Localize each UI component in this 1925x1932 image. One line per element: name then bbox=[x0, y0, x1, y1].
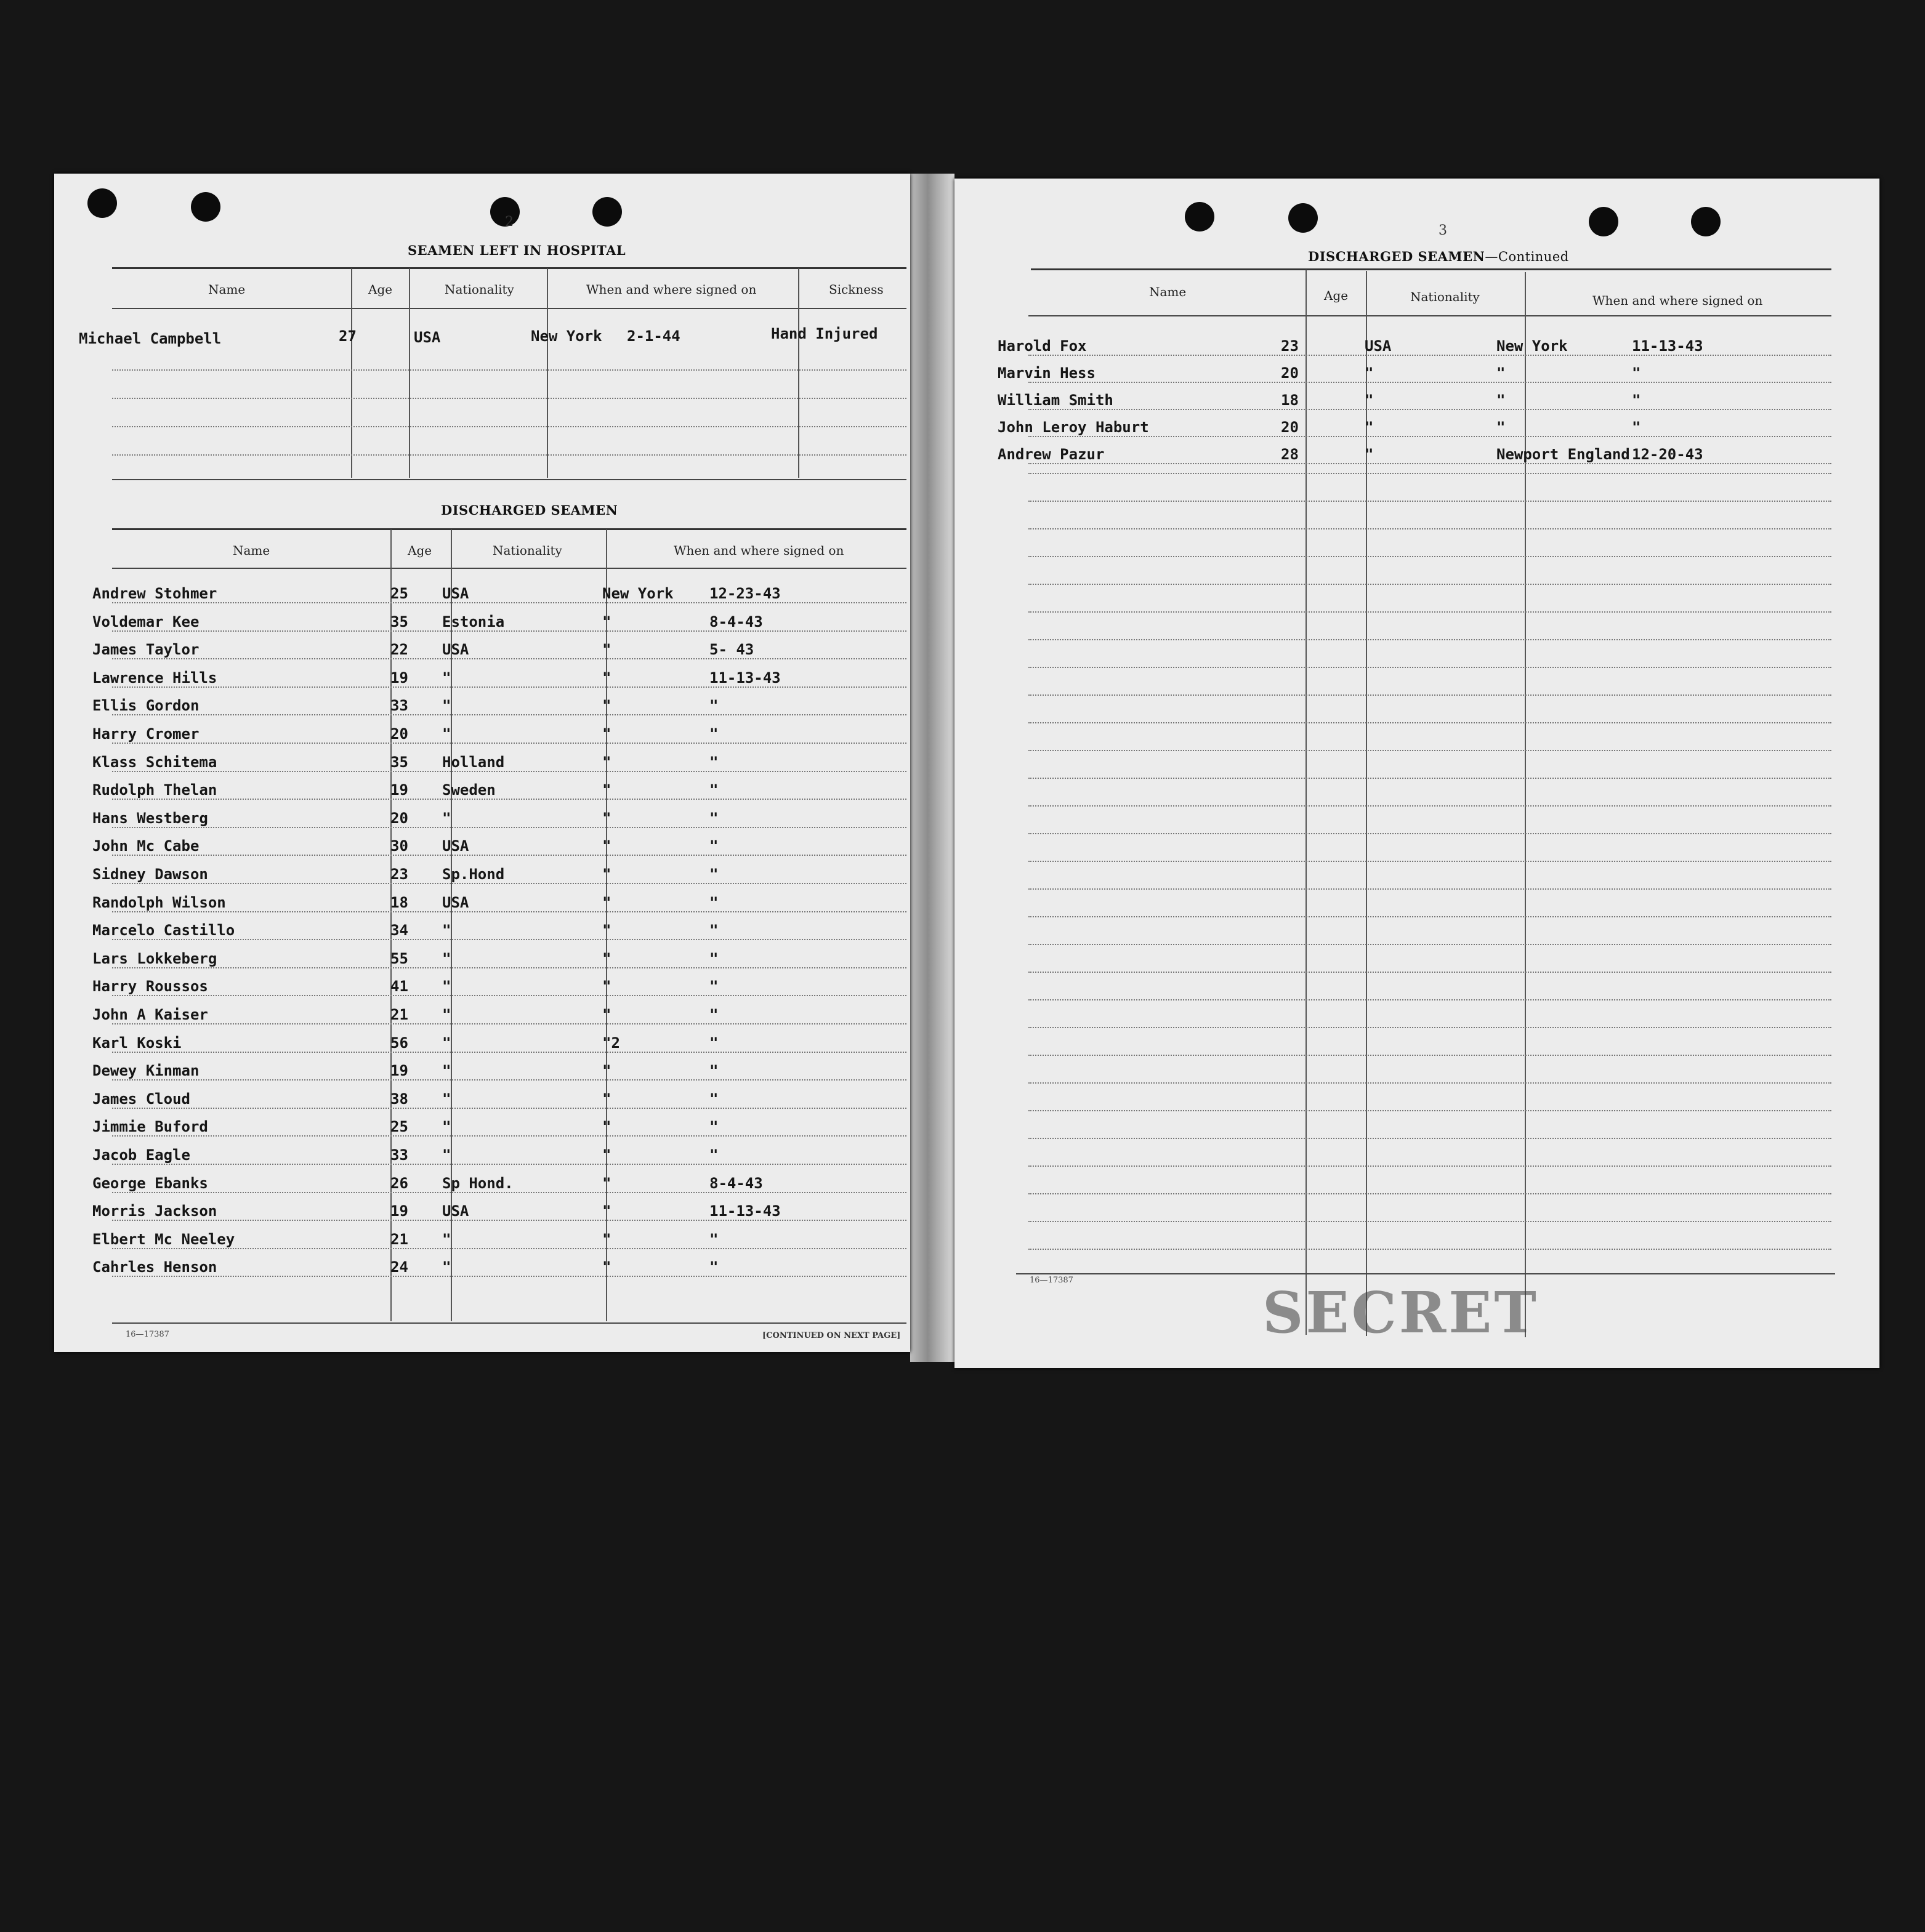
cell-age: 28 bbox=[1281, 446, 1299, 463]
cell-date: " bbox=[709, 753, 719, 771]
cell-name: Harold Fox bbox=[998, 337, 1087, 355]
cell-place: " bbox=[602, 978, 611, 996]
cell-name: Jimmie Buford bbox=[92, 1118, 208, 1136]
cell-name: Lars Lokkeberg bbox=[92, 949, 217, 967]
discharged-section-title: DISCHARGED SEAMEN bbox=[441, 502, 618, 518]
cell-date: " bbox=[709, 837, 719, 855]
cell-age: 24 bbox=[390, 1258, 408, 1276]
cell-nationality: Sp.Hond bbox=[442, 866, 505, 883]
cell-date: " bbox=[709, 1118, 719, 1136]
cell-place: Newport England bbox=[1496, 446, 1630, 463]
hospital-name: Michael Campbell bbox=[79, 330, 222, 347]
cell-place: " bbox=[602, 613, 611, 630]
dotted-row-line bbox=[1028, 778, 1831, 779]
dotted-row-line bbox=[1028, 667, 1831, 668]
cell-nationality: " bbox=[442, 949, 451, 967]
cell-age: 18 bbox=[1281, 392, 1299, 409]
dotted-row-line bbox=[1028, 944, 1831, 945]
cell-age: 20 bbox=[390, 725, 408, 743]
cell-name: Sidney Dawson bbox=[92, 866, 208, 883]
right-page bbox=[954, 179, 1879, 1368]
cell-date: " bbox=[709, 1034, 719, 1052]
hospital-bottom-rule bbox=[112, 479, 906, 480]
dotted-row-line bbox=[1028, 1055, 1831, 1056]
dotted-row-line bbox=[1028, 694, 1831, 696]
dotted-row-line bbox=[1028, 528, 1831, 529]
hospital-header-name: Name bbox=[208, 282, 246, 297]
cell-nationality: " bbox=[442, 809, 451, 827]
cell-nationality: " bbox=[1365, 419, 1374, 436]
cell-age: 25 bbox=[390, 1118, 408, 1136]
dotted-row-line bbox=[1028, 473, 1831, 474]
dotted-row-line bbox=[1028, 1027, 1831, 1028]
dotted-row-line bbox=[1028, 382, 1831, 383]
cell-place: " bbox=[602, 1230, 611, 1248]
cell-age: 21 bbox=[390, 1230, 408, 1248]
dotted-row-line bbox=[112, 454, 906, 456]
continued-header-name: Name bbox=[1149, 284, 1187, 299]
dotted-row-line bbox=[112, 426, 906, 427]
dotted-row-line bbox=[1028, 355, 1831, 356]
cell-nationality: Estonia bbox=[442, 613, 505, 630]
cell-nationality: " bbox=[442, 1230, 451, 1248]
hospital-header-rule bbox=[112, 308, 906, 309]
cell-age: 35 bbox=[390, 753, 408, 771]
cell-name: Dewey Kinman bbox=[92, 1062, 200, 1080]
form-code: 16—17387 bbox=[126, 1330, 169, 1339]
dotted-row-line bbox=[1028, 639, 1831, 640]
cell-name: Voldemar Kee bbox=[92, 613, 200, 630]
cell-name: Andrew Pazur bbox=[998, 446, 1105, 463]
dotted-row-line bbox=[112, 1248, 906, 1249]
cell-age: 19 bbox=[390, 781, 408, 799]
cell-date: " bbox=[709, 893, 719, 911]
dotted-row-line bbox=[1028, 556, 1831, 557]
cell-date: 11-13-43 bbox=[1632, 337, 1703, 355]
cell-age: 20 bbox=[1281, 364, 1299, 382]
cell-age: 35 bbox=[390, 613, 408, 630]
cell-place: " bbox=[602, 1258, 611, 1276]
cell-date: " bbox=[709, 866, 719, 883]
continued-header-age: Age bbox=[1324, 288, 1349, 303]
column-divider bbox=[547, 268, 548, 478]
cell-place: " bbox=[1496, 392, 1506, 409]
cell-place: " bbox=[602, 893, 611, 911]
cell-date: " bbox=[709, 1230, 719, 1248]
cell-date: 8-4-43 bbox=[709, 1174, 763, 1192]
dotted-row-line bbox=[112, 1220, 906, 1221]
hospital-header-nationality: Nationality bbox=[445, 282, 514, 297]
dotted-row-line bbox=[112, 714, 906, 715]
cell-age: 34 bbox=[390, 922, 408, 940]
hospital-nationality: USA bbox=[414, 329, 441, 346]
cell-name: Lawrence Hills bbox=[92, 669, 217, 686]
cell-nationality: USA bbox=[442, 641, 469, 659]
cell-name: James Cloud bbox=[92, 1090, 190, 1108]
cell-place: " bbox=[602, 809, 611, 827]
dotted-row-line bbox=[1028, 1221, 1831, 1222]
dotted-row-line bbox=[112, 369, 906, 371]
punch-hole bbox=[191, 192, 220, 222]
cell-place: New York bbox=[602, 585, 674, 602]
cell-name: James Taylor bbox=[92, 641, 200, 659]
cell-name: John A Kaiser bbox=[92, 1006, 208, 1023]
cell-age: 23 bbox=[1281, 337, 1299, 355]
discharged-top-rule bbox=[112, 528, 906, 530]
page-number: 2 bbox=[505, 214, 514, 230]
continued-top-rule bbox=[1031, 268, 1831, 270]
dotted-row-line bbox=[112, 743, 906, 744]
cell-name: Elbert Mc Neeley bbox=[92, 1230, 235, 1248]
cell-age: 41 bbox=[390, 978, 408, 996]
cell-date: " bbox=[1632, 364, 1641, 382]
cell-date: " bbox=[709, 725, 719, 743]
cell-date: 5- 43 bbox=[709, 641, 754, 659]
cell-age: 18 bbox=[390, 893, 408, 911]
column-divider bbox=[1525, 272, 1526, 1337]
discharged-header-signed-on: When and where signed on bbox=[674, 543, 844, 558]
cell-date: " bbox=[709, 978, 719, 996]
discharged-header-name: Name bbox=[233, 543, 270, 558]
cell-age: 33 bbox=[390, 1146, 408, 1164]
dotted-row-line bbox=[112, 1052, 906, 1053]
cell-name: Jacob Eagle bbox=[92, 1146, 190, 1164]
discharged-continued-title-main: DISCHARGED SEAMEN bbox=[1308, 249, 1485, 264]
cell-place: "2 bbox=[602, 1034, 620, 1052]
continued-header-nationality: Nationality bbox=[1410, 289, 1480, 304]
dotted-row-line bbox=[112, 827, 906, 828]
hospital-header-age: Age bbox=[368, 282, 393, 297]
discharged-header-rule bbox=[112, 568, 906, 569]
hospital-top-rule bbox=[112, 267, 906, 269]
cell-name: Marcelo Castillo bbox=[92, 922, 235, 940]
cell-name: Andrew Stohmer bbox=[92, 585, 217, 602]
cell-nationality: " bbox=[442, 1118, 451, 1136]
cell-name: Ellis Gordon bbox=[92, 697, 200, 715]
cell-nationality: " bbox=[442, 1258, 451, 1276]
dotted-row-line bbox=[112, 602, 906, 603]
column-divider bbox=[409, 268, 410, 478]
cell-place: " bbox=[602, 949, 611, 967]
cell-place: " bbox=[602, 1174, 611, 1192]
dotted-row-line bbox=[112, 1192, 906, 1193]
dotted-row-line bbox=[1028, 1138, 1831, 1139]
hospital-header-sickness: Sickness bbox=[829, 282, 884, 297]
dotted-row-line bbox=[1028, 750, 1831, 751]
cell-place: " bbox=[602, 669, 611, 686]
dotted-row-line bbox=[112, 1164, 906, 1165]
cell-place: " bbox=[602, 1118, 611, 1136]
cell-age: 26 bbox=[390, 1174, 408, 1192]
cell-place: " bbox=[602, 781, 611, 799]
cell-place: " bbox=[602, 753, 611, 771]
cell-date: 11-13-43 bbox=[709, 669, 781, 686]
cell-nationality: USA bbox=[442, 585, 469, 602]
cell-place: " bbox=[602, 697, 611, 715]
cell-nationality: USA bbox=[442, 893, 469, 911]
cell-place: " bbox=[602, 1146, 611, 1164]
cell-place: " bbox=[602, 725, 611, 743]
cell-name: Rudolph Thelan bbox=[92, 781, 217, 799]
dotted-row-line bbox=[1028, 501, 1831, 502]
hospital-date: 2-1-44 bbox=[627, 328, 680, 345]
cell-date: " bbox=[1632, 419, 1641, 436]
dotted-row-line bbox=[1028, 1082, 1831, 1084]
dotted-row-line bbox=[1028, 861, 1831, 862]
dotted-row-line bbox=[112, 658, 906, 659]
dotted-row-line bbox=[112, 1023, 906, 1024]
cell-place: " bbox=[1496, 364, 1506, 382]
cell-nationality: Holland bbox=[442, 753, 505, 771]
dotted-row-line bbox=[1028, 916, 1831, 917]
hospital-header-signed-on: When and where signed on bbox=[586, 282, 757, 297]
dotted-row-line bbox=[1028, 888, 1831, 890]
cell-name: Harry Cromer bbox=[92, 725, 200, 743]
secret-stamp: SECRET bbox=[1262, 1279, 1539, 1346]
dotted-row-line bbox=[112, 1108, 906, 1109]
punch-hole bbox=[87, 188, 117, 218]
hospital-place: New York bbox=[531, 328, 602, 345]
punch-hole bbox=[1691, 207, 1721, 236]
cell-name: Hans Westberg bbox=[92, 809, 208, 827]
cell-place: New York bbox=[1496, 337, 1568, 355]
hospital-sickness: Hand Injured bbox=[771, 325, 878, 342]
cell-date: " bbox=[1632, 392, 1641, 409]
dotted-row-line bbox=[112, 630, 906, 632]
cell-place: " bbox=[602, 837, 611, 855]
cell-place: " bbox=[602, 1090, 611, 1108]
cell-place: " bbox=[602, 1202, 611, 1220]
cell-name: Karl Koski bbox=[92, 1034, 182, 1052]
cell-place: " bbox=[602, 1062, 611, 1080]
dotted-row-line bbox=[112, 967, 906, 968]
cell-name: Randolph Wilson bbox=[92, 893, 226, 911]
cell-name: John Leroy Haburt bbox=[998, 419, 1149, 436]
cell-age: 25 bbox=[390, 585, 408, 602]
cell-age: 56 bbox=[390, 1034, 408, 1052]
cell-age: 38 bbox=[390, 1090, 408, 1108]
dotted-row-line bbox=[1028, 436, 1831, 437]
dotted-row-line bbox=[1028, 833, 1831, 834]
left-page bbox=[54, 174, 910, 1352]
cell-date: 8-4-43 bbox=[709, 613, 763, 630]
cell-nationality: " bbox=[442, 669, 451, 686]
cell-name: George Ebanks bbox=[92, 1174, 208, 1192]
cell-age: 30 bbox=[390, 837, 408, 855]
cell-age: 23 bbox=[390, 866, 408, 883]
discharged-continued-title-suffix: —Continued bbox=[1485, 249, 1569, 264]
punch-hole bbox=[1589, 207, 1618, 236]
continued-note: [CONTINUED ON NEXT PAGE] bbox=[762, 1331, 901, 1340]
cell-name: Marvin Hess bbox=[998, 364, 1096, 382]
cell-place: " bbox=[602, 641, 611, 659]
dotted-row-line bbox=[1028, 972, 1831, 973]
cell-age: 55 bbox=[390, 949, 408, 967]
cell-date: " bbox=[709, 922, 719, 940]
cell-nationality: " bbox=[442, 978, 451, 996]
dotted-row-line bbox=[1028, 463, 1831, 464]
cell-date: 12-20-43 bbox=[1632, 446, 1703, 463]
punch-hole bbox=[1185, 202, 1214, 231]
cell-nationality: " bbox=[442, 1034, 451, 1052]
cell-date: " bbox=[709, 809, 719, 827]
dotted-row-line bbox=[1028, 1193, 1831, 1194]
continued-bottom-rule bbox=[1016, 1273, 1835, 1274]
cell-nationality: " bbox=[442, 697, 451, 715]
cell-name: John Mc Cabe bbox=[92, 837, 200, 855]
cell-place: " bbox=[602, 866, 611, 883]
dotted-row-line bbox=[112, 1276, 906, 1277]
page-number: 3 bbox=[1439, 223, 1447, 238]
dotted-row-line bbox=[112, 799, 906, 800]
discharged-continued-title bbox=[1308, 249, 1569, 264]
dotted-row-line bbox=[1028, 1249, 1831, 1250]
dotted-row-line bbox=[112, 911, 906, 912]
cell-place: " bbox=[602, 922, 611, 940]
cell-date: " bbox=[709, 1258, 719, 1276]
cell-age: 20 bbox=[1281, 419, 1299, 436]
dotted-row-line bbox=[1028, 1110, 1831, 1111]
cell-name: Morris Jackson bbox=[92, 1202, 217, 1220]
cell-nationality: " bbox=[442, 922, 451, 940]
cell-date: " bbox=[709, 781, 719, 799]
cell-date: " bbox=[709, 1006, 719, 1023]
cell-date: " bbox=[709, 1146, 719, 1164]
cell-date: 11-13-43 bbox=[709, 1202, 781, 1220]
dotted-row-line bbox=[112, 883, 906, 884]
cell-name: William Smith bbox=[998, 392, 1113, 409]
dotted-row-line bbox=[112, 771, 906, 772]
cell-nationality: " bbox=[1365, 392, 1374, 409]
dotted-row-line bbox=[1028, 722, 1831, 723]
dotted-row-line bbox=[112, 939, 906, 940]
dotted-row-line bbox=[1028, 805, 1831, 807]
dotted-row-line bbox=[1028, 584, 1831, 585]
cell-nationality: USA bbox=[442, 837, 469, 855]
cell-nationality: Sp Hond. bbox=[442, 1174, 514, 1192]
dotted-row-line bbox=[1028, 409, 1831, 410]
dotted-row-line bbox=[112, 855, 906, 856]
continued-header-rule bbox=[1028, 315, 1831, 316]
column-divider bbox=[351, 268, 352, 478]
hospital-section-title: SEAMEN LEFT IN HOSPITAL bbox=[408, 243, 626, 258]
discharged-header-nationality: Nationality bbox=[493, 543, 562, 558]
dotted-row-line bbox=[1028, 1165, 1831, 1167]
cell-date: " bbox=[709, 1090, 719, 1108]
dotted-row-line bbox=[112, 1079, 906, 1081]
cell-nationality: " bbox=[442, 1062, 451, 1080]
cell-age: 33 bbox=[390, 697, 408, 715]
dotted-row-line bbox=[1028, 611, 1831, 613]
cell-date: " bbox=[709, 949, 719, 967]
cell-nationality: " bbox=[442, 725, 451, 743]
dotted-row-line bbox=[112, 686, 906, 688]
cell-nationality: " bbox=[1365, 364, 1374, 382]
cell-age: 19 bbox=[390, 669, 408, 686]
cell-nationality: " bbox=[442, 1006, 451, 1023]
cell-age: 19 bbox=[390, 1062, 408, 1080]
dotted-row-line bbox=[112, 398, 906, 399]
book-gutter bbox=[910, 174, 954, 1362]
form-code: 16—17387 bbox=[1030, 1276, 1073, 1285]
cell-nationality: USA bbox=[1365, 337, 1392, 355]
cell-age: 20 bbox=[390, 809, 408, 827]
cell-nationality: " bbox=[442, 1146, 451, 1164]
discharged-bottom-rule bbox=[112, 1322, 906, 1324]
dotted-row-line bbox=[1028, 999, 1831, 1000]
cell-name: Klass Schitema bbox=[92, 753, 217, 771]
cell-date: 12-23-43 bbox=[709, 585, 781, 602]
punch-hole bbox=[1288, 203, 1318, 233]
punch-hole bbox=[592, 197, 622, 227]
dotted-row-line bbox=[112, 995, 906, 996]
cell-age: 22 bbox=[390, 641, 408, 659]
cell-date: " bbox=[709, 1062, 719, 1080]
column-divider bbox=[1306, 270, 1307, 1335]
cell-name: Cahrles Henson bbox=[92, 1258, 217, 1276]
cell-nationality: " bbox=[442, 1090, 451, 1108]
cell-age: 21 bbox=[390, 1006, 408, 1023]
cell-nationality: Sweden bbox=[442, 781, 496, 799]
discharged-header-age: Age bbox=[408, 543, 432, 558]
cell-place: " bbox=[1496, 419, 1506, 436]
continued-header-signed-on: When and where signed on bbox=[1592, 293, 1763, 308]
cell-place: " bbox=[602, 1006, 611, 1023]
column-divider bbox=[798, 268, 799, 478]
cell-date: " bbox=[709, 697, 719, 715]
hospital-age: 27 bbox=[339, 328, 357, 345]
cell-nationality: USA bbox=[442, 1202, 469, 1220]
cell-age: 19 bbox=[390, 1202, 408, 1220]
cell-nationality: " bbox=[1365, 446, 1374, 463]
cell-name: Harry Roussos bbox=[92, 978, 208, 996]
dotted-row-line bbox=[112, 1135, 906, 1137]
